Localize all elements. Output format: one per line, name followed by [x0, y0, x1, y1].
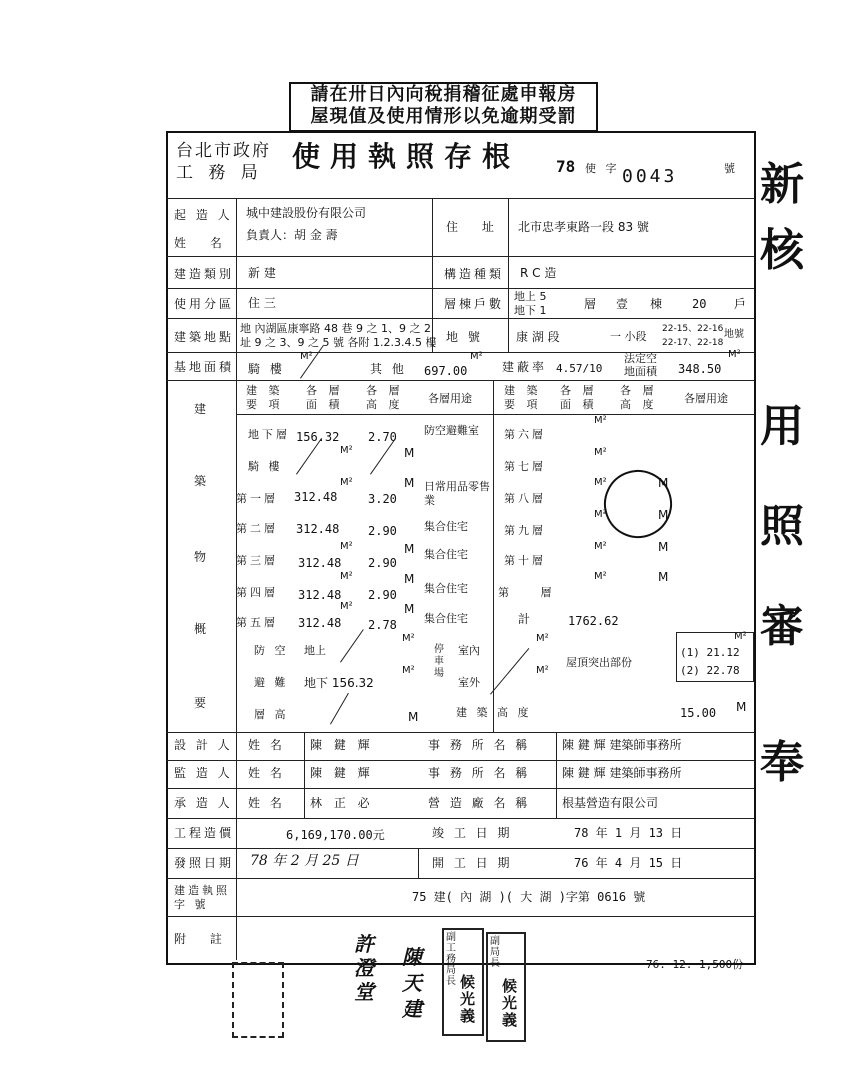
- use-zone-label: 使用分區: [174, 297, 235, 311]
- owner-address: 北市忠孝東路一段 83 號: [518, 220, 649, 234]
- row-f3-use: 集合住宅: [424, 548, 468, 561]
- unit-m2-shelter-1: M²: [402, 633, 415, 644]
- row-f3-name: 第三層: [236, 554, 278, 567]
- unit-m2-park-1: M²: [536, 633, 549, 644]
- chief-seal-2-name: 候光義: [502, 977, 518, 1029]
- roof-value-2: (2) 22.78: [680, 664, 740, 677]
- address-label: 住 址: [446, 220, 504, 234]
- legal-open-label-2: 地面積: [624, 365, 657, 378]
- unit-m-r4: M: [658, 508, 669, 522]
- unit-m2-5: M²: [340, 601, 353, 612]
- blocks-value: 壹: [616, 297, 629, 311]
- total-label: 計: [518, 612, 531, 626]
- col-header-area-2: 各 層 面 積: [560, 384, 598, 411]
- cost-value: 6,169,170.00元: [286, 828, 385, 842]
- agency-line-1: 台北市政府: [176, 141, 271, 161]
- lot-numbers-2: 22-17、22-18: [662, 338, 724, 348]
- rule-zone: [166, 318, 754, 319]
- parking-indoor: 室內: [458, 644, 480, 657]
- unit-m2-r1: M²: [594, 415, 607, 426]
- arcade-label: 騎 樓: [248, 362, 285, 376]
- floors-above: 地上 5: [514, 290, 547, 303]
- side-mark-3: 用: [760, 401, 804, 452]
- unit-m2-1: M²: [340, 445, 353, 456]
- supervisor-label: 監 造 人: [174, 766, 233, 780]
- owner-label: 起 造 人: [174, 208, 233, 222]
- row-f7-name: 第七層: [504, 460, 546, 473]
- owner-name-label: 姓 名: [174, 236, 232, 250]
- rule-issue: [166, 878, 754, 879]
- rule-permit: [166, 916, 754, 917]
- roof-value-1: (1) 21.12: [680, 646, 740, 659]
- row-f1-area: 312.48: [294, 490, 338, 504]
- roof-box: [676, 632, 754, 682]
- shelter-label-1: 防 空: [254, 644, 289, 657]
- contractor-name-label: 姓 名: [248, 796, 285, 810]
- parking-outdoor: 室外: [458, 676, 480, 689]
- unit-m-r6: M: [658, 570, 669, 584]
- unit-m2-3: M²: [340, 541, 353, 552]
- blocks-unit: 棟: [650, 297, 663, 311]
- payment-notice-box: [289, 82, 598, 132]
- row-f5-height: 2.78: [368, 618, 397, 632]
- chief-seal-2-title: 副局長: [490, 936, 500, 969]
- col-header-item-2: 建 築 要 項: [504, 384, 542, 411]
- rule-site: [166, 352, 754, 353]
- site-line-1: 地 內湖區康寧路 48 巷 9 之 1、9 之 2: [240, 322, 431, 335]
- rule-summary-end: [166, 732, 754, 733]
- signature-2: 陳天建: [402, 945, 422, 1021]
- unit-m-building-height: M: [736, 700, 747, 714]
- row-basement-use: 防空避難室: [424, 424, 479, 437]
- row-f2-name: 第二層: [236, 522, 278, 535]
- unit-m-2: M: [404, 476, 415, 490]
- lot-suffix: 地號: [724, 329, 744, 340]
- row-f4-use: 集合住宅: [424, 582, 468, 595]
- unit-m-1: M: [404, 446, 415, 460]
- other-area-label: 其 他: [370, 362, 407, 376]
- households-value: 20: [692, 297, 707, 311]
- cost-label: 工程造價: [174, 826, 235, 840]
- unit-m2-2: M²: [340, 477, 353, 488]
- unit-m2-shelter-2: M²: [402, 665, 415, 676]
- contractor-company: 根基營造有限公司: [562, 796, 659, 810]
- lot-subsection: 一 小段: [610, 330, 647, 343]
- shelter-below: 地下 156.32: [304, 676, 374, 690]
- lot-label: 地 號: [446, 330, 483, 344]
- floors-unit: 層: [584, 297, 597, 311]
- designer-name: 陳 鍵 輝: [310, 738, 374, 752]
- completion-value: 78 年 1 月 13 日: [574, 826, 683, 840]
- legal-open-value: 348.50: [678, 362, 722, 376]
- contractor-company-label: 營 造 廠 名 稱: [428, 796, 531, 810]
- rule-col-header: [236, 414, 754, 415]
- summary-label-5: 要: [194, 696, 210, 710]
- building-type-label: 建造類別: [174, 267, 235, 281]
- hao-label: 號: [724, 162, 738, 175]
- floors-below: 地下 1: [514, 304, 547, 317]
- col-header-height-2: 各 層 高 度: [620, 384, 658, 411]
- rule-date-col: [418, 848, 419, 878]
- site-label: 建築地點: [174, 330, 235, 344]
- permit-number: 0043: [622, 166, 678, 187]
- rule-contractor: [166, 818, 754, 819]
- rule-name-col: [304, 732, 305, 818]
- permit-value: 75 建( 內 湖 )( 大 湖 )字第 0616 號: [412, 890, 646, 904]
- building-height-label: 建 築 高 度: [456, 706, 532, 719]
- row-f3-height: 2.90: [368, 556, 397, 570]
- site-line-2: 址 9 之 3、9 之 5 號 各附 1.2.3.4.5 樓: [240, 336, 437, 349]
- print-mark: 76. 12. 1,500份: [646, 958, 744, 971]
- unit-m2-r6: M²: [594, 571, 607, 582]
- side-mark-5: 審: [760, 601, 804, 652]
- floors-label: 層棟戶數: [444, 297, 505, 311]
- seal-box-left: [232, 962, 284, 1038]
- row-f5-name: 第五層: [236, 616, 278, 629]
- other-area-unit: M²: [470, 351, 483, 362]
- unit-m2-r5: M²: [594, 541, 607, 552]
- site-area-label: 基地面積: [174, 360, 235, 374]
- unit-m2-park-2: M²: [536, 665, 549, 676]
- notice-line-2: 屋現值及使用情形以免逾期受罰: [310, 106, 577, 127]
- designer-name-label: 姓 名: [248, 738, 285, 752]
- lot-numbers-1: 22-15、22-16: [662, 324, 724, 334]
- col-header-area: 各 層 面 積: [306, 384, 344, 411]
- start-label: 開 工 日 期: [432, 856, 513, 870]
- start-value: 76 年 4 月 15 日: [574, 856, 683, 870]
- other-area-value: 697.00: [424, 364, 468, 378]
- designer-label: 設 計 人: [174, 738, 233, 752]
- row-f10-name: 第十層: [504, 554, 546, 567]
- summary-label-2: 築: [194, 474, 210, 488]
- side-mark-1: 新: [760, 159, 804, 210]
- col-header-use: 各層用途: [428, 392, 472, 405]
- rule-label-col-3: [236, 848, 237, 960]
- rule-cost: [166, 848, 754, 849]
- row-f3-area: 312.48: [298, 556, 342, 570]
- coverage-label: 建蔽率: [502, 360, 548, 374]
- rule-header: [166, 198, 754, 199]
- total-value: 1762.62: [568, 614, 619, 628]
- owner-company: 城中建設股份有限公司: [246, 206, 367, 220]
- summary-label-3: 物: [194, 550, 210, 564]
- row-f8-name: 第八層: [504, 492, 546, 505]
- side-mark-2: 核: [760, 225, 804, 276]
- chief-seal-1-name: 候光義: [460, 973, 476, 1025]
- unit-m-r5: M: [658, 540, 669, 554]
- row-f2-height: 2.90: [368, 524, 397, 538]
- structure-value: R C 造: [520, 266, 557, 280]
- agency-line-2: 工 務 局: [176, 163, 263, 183]
- row-basement-area: 156.32: [296, 430, 340, 444]
- issue-label: 發照日期: [174, 856, 235, 870]
- rule-owner: [166, 256, 754, 257]
- rule-area: [166, 380, 754, 381]
- chief-seal-2: [486, 932, 526, 1042]
- unit-m2-4: M²: [340, 571, 353, 582]
- owner-representative: 負責人：胡 金 壽: [246, 228, 338, 242]
- unit-m-floor-height: M: [408, 710, 419, 724]
- use-zone-value: 住 三: [248, 296, 276, 310]
- page-title: 使用執照存根: [292, 140, 521, 173]
- supervisor-office-label: 事 務 所 名 稱: [428, 766, 531, 780]
- chief-seal-1: [442, 928, 484, 1036]
- designer-office-label: 事 務 所 名 稱: [428, 738, 531, 752]
- row-f2-area: 312.48: [296, 522, 340, 536]
- row-f1-name: 第一層: [236, 492, 278, 505]
- row-f1-use: 日常用品零售業: [424, 480, 490, 507]
- row-arcade-name: 騎 樓: [248, 460, 283, 473]
- summary-label-4: 概: [194, 622, 210, 636]
- building-height-value: 15.00: [680, 706, 717, 720]
- unit-m-4: M: [404, 572, 415, 586]
- rule-summary-split: [493, 380, 494, 732]
- row-basement-height: 2.70: [368, 430, 397, 444]
- supervisor-name-label: 姓 名: [248, 766, 285, 780]
- rule-designer: [166, 760, 754, 761]
- issue-value: 78 年 2 月 25 日: [250, 853, 359, 869]
- side-mark-6: 奉: [760, 737, 804, 788]
- row-fx-name: 第 層: [498, 586, 566, 599]
- row-basement-name: 地下層: [248, 428, 290, 441]
- rule-supervisor: [166, 788, 754, 789]
- parking-label: 停車場: [434, 644, 444, 679]
- designer-office: 陳 鍵 輝 建築師事務所: [562, 738, 682, 752]
- row-f4-name: 第四層: [236, 586, 278, 599]
- legal-open-unit: M²: [728, 349, 741, 360]
- col-header-item: 建 築 要 項: [246, 384, 284, 411]
- permit-label-2: 字 號: [174, 898, 209, 911]
- contractor-label: 承 造 人: [174, 796, 233, 810]
- supervisor-office: 陳 鍵 輝 建築師事務所: [562, 766, 682, 780]
- notes-label: 附 註: [174, 932, 232, 946]
- rule-mid-col: [432, 198, 433, 352]
- year-prefix: 78: [556, 157, 576, 176]
- building-type-value: 新 建: [248, 266, 276, 280]
- row-f4-area: 312.48: [298, 588, 342, 602]
- rule-label-col-2: [236, 732, 237, 848]
- signature-1: 許澄堂: [354, 932, 374, 1004]
- notice-line-1: 請在卅日內向稅捐稽征處申報房: [310, 84, 577, 105]
- structure-label: 構造種類: [444, 267, 505, 281]
- row-f4-height: 2.90: [368, 588, 397, 602]
- permit-label-1: 建造執照: [174, 884, 230, 897]
- rule-mid-col-2: [508, 198, 509, 352]
- rule-type: [166, 288, 754, 289]
- floor-height-label: 層 高: [254, 708, 289, 721]
- shelter-above: 地上: [304, 644, 326, 657]
- rule-office-col: [556, 732, 557, 818]
- col-header-height: 各 層 高 度: [366, 384, 404, 411]
- unit-m2-r4: M²: [594, 509, 607, 520]
- row-f6-name: 第六層: [504, 428, 546, 441]
- lot-section: 康 湖 段: [516, 330, 560, 344]
- legal-open-label-1: 法定空: [624, 352, 657, 365]
- side-mark-4: 照: [760, 501, 804, 552]
- unit-m-5: M: [404, 602, 415, 616]
- row-f1-height: 3.20: [368, 492, 397, 506]
- unit-m-3: M: [404, 542, 415, 556]
- supervisor-name: 陳 鍵 輝: [310, 766, 374, 780]
- row-f2-use: 集合住宅: [424, 520, 468, 533]
- unit-m2-r2: M²: [594, 447, 607, 458]
- unit-m-r3: M: [658, 476, 669, 490]
- word-label: 使 字: [585, 162, 620, 175]
- row-f9-name: 第九層: [504, 524, 546, 537]
- summary-label-1: 建: [194, 402, 210, 416]
- col-header-use-2: 各層用途: [684, 392, 728, 405]
- unit-m2-r3: M²: [594, 477, 607, 488]
- unit-m2-roof: M²: [734, 631, 747, 642]
- households-unit: 戶: [734, 297, 747, 311]
- coverage-value: 4.57/10: [556, 362, 603, 375]
- shelter-label-2: 避 難: [254, 676, 289, 689]
- row-f5-use: 集合住宅: [424, 612, 468, 625]
- arcade-unit: M²: [300, 351, 313, 362]
- completion-label: 竣 工 日 期: [432, 826, 513, 840]
- chief-seal-1-title: 副工務局長: [446, 932, 456, 987]
- roof-label: 屋頂突出部份: [566, 656, 632, 669]
- contractor-name: 林 正 必: [310, 796, 374, 810]
- row-f5-area: 312.48: [298, 616, 342, 630]
- rule-label-col: [236, 198, 237, 732]
